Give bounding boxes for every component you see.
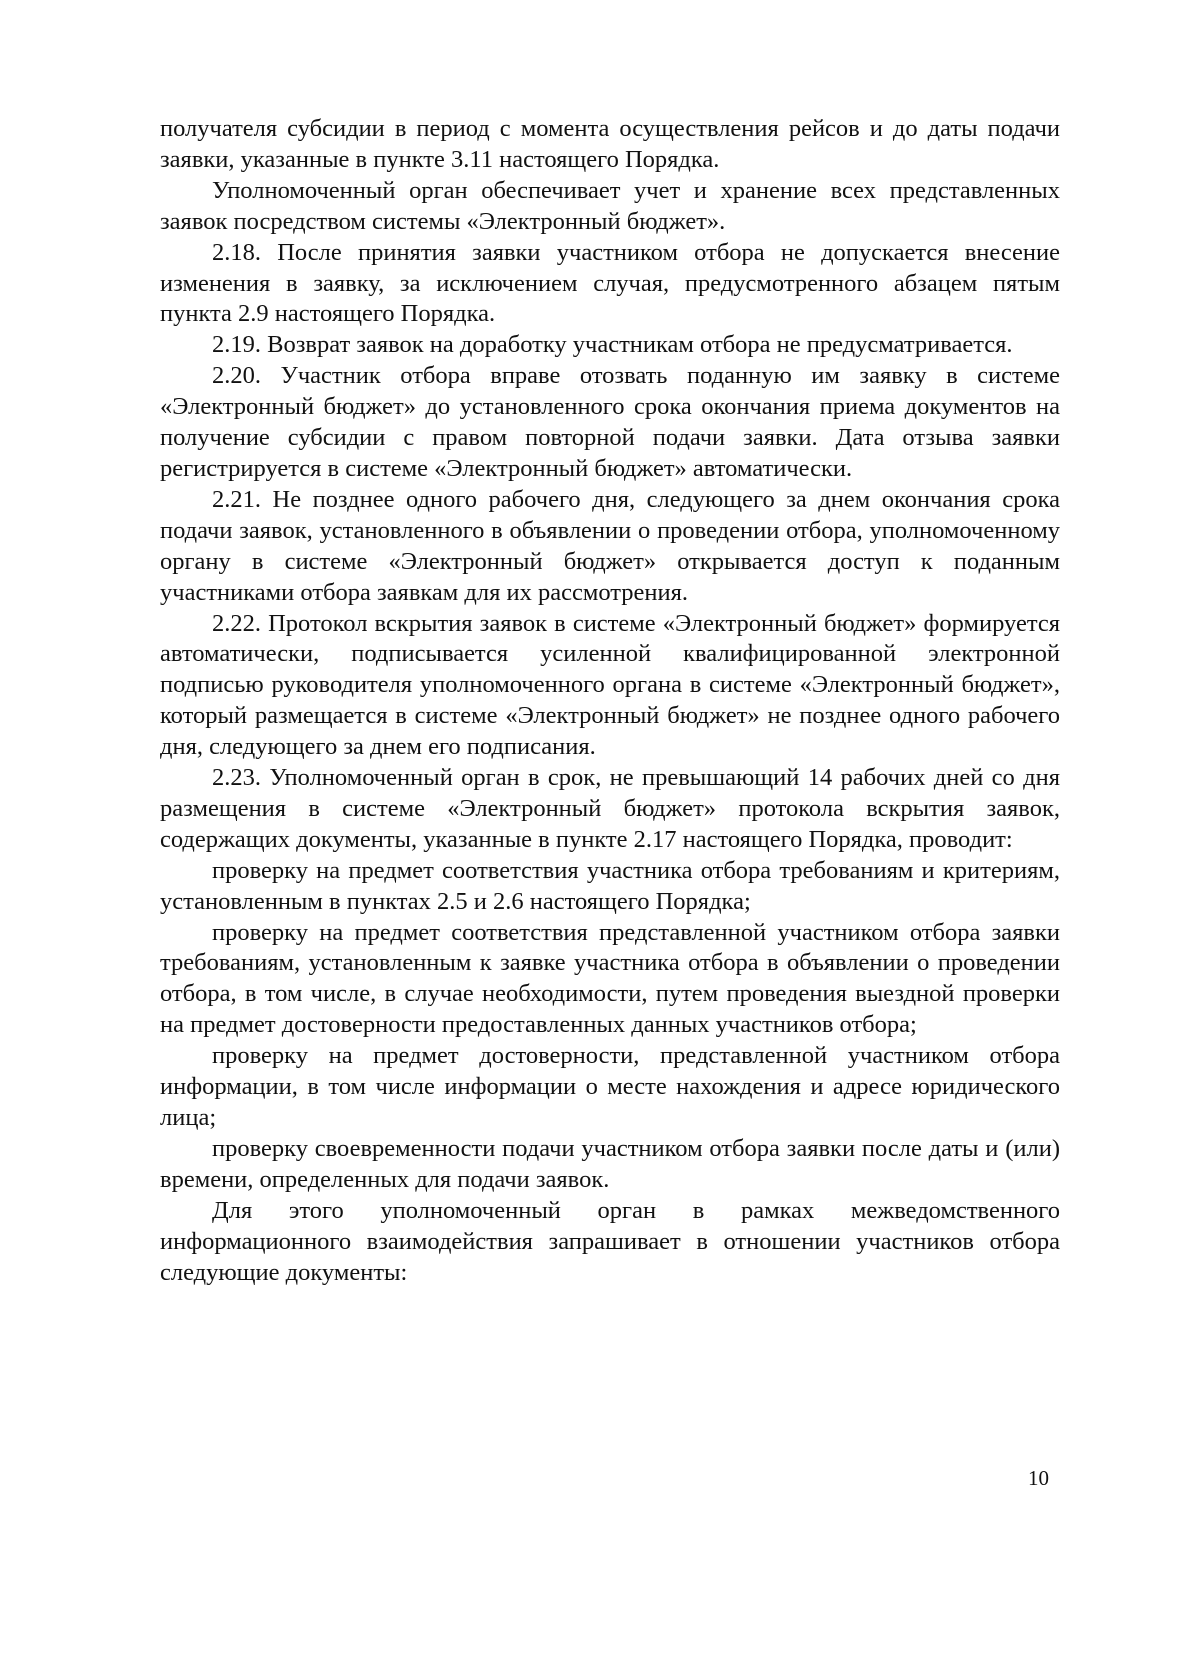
paragraph-check-criteria: проверку на предмет соответствия участника отбора требованиям и критериям, установленным в пунктах 2.5 и 2.6 настоящего Порядка; xyxy=(160,856,1060,915)
paragraph-2-23: 2.23. Уполномоченный орган в срок, не превышающий 14 рабочих дней со дня размещения в системе «Электронный бюджет» протокола вскрытия заявок, содержащих документы, указанные в пункте 2.17 настоящего Порядка, проводит: xyxy=(160,764,1060,853)
document-body xyxy=(160,114,1060,1288)
paragraph-2-22: 2.22. Протокол вскрытия заявок в системе «Электронный бюджет» формируется автоматически, подписывается усиленной квалифицированной электронной подписью руководителя уполномоченного органа в системе «Электронный бюджет», который размещается в системе «Электронный бюджет» не позднее одного рабочего дня, следующего за днем его подписания. xyxy=(160,609,1060,761)
paragraph-check-timeliness: проверку своевременности подачи участником отбора заявки после даты и (или) времени, определенных для подачи заявок. xyxy=(160,1134,1060,1193)
paragraph-storage: Уполномоченный орган обеспечивает учет и хранение всех представленных заявок посредством системы «Электронный бюджет». xyxy=(160,176,1060,235)
page-number: 10 xyxy=(1028,1466,1049,1490)
paragraph-2-20: 2.20. Участник отбора вправе отозвать поданную им заявку в системе «Электронный бюджет» до установленного срока окончания приема документов на получение субсидии с правом повторной подачи заявки. Дата отзыва заявки регистрируется в системе «Электронный бюджет» автоматически. xyxy=(160,362,1060,482)
paragraph-2-18: 2.18. После принятия заявки участником отбора не допускается внесение изменения в заявку, за исключением случая, предусмотренного абзацем пятым пункта 2.9 настоящего Порядка. xyxy=(160,238,1060,328)
paragraph-check-information: проверку на предмет достоверности, представленной участником отбора информации, в том числе информации о месте нахождения и адресе юридического лица; xyxy=(160,1042,1060,1131)
paragraph-check-application: проверку на предмет соответствия представленной участником отбора заявки требованиям, установленным к заявке участника отбора в объявлении о проведении отбора, в том числе, в случае необходимости, путем проведения выездной проверки на предмет достоверности предоставленных данных участников отбора; xyxy=(160,918,1060,1039)
paragraph-2-19: 2.19. Возврат заявок на доработку участникам отбора не предусматривается. xyxy=(212,331,1013,359)
paragraph-continuation: получателя субсидии в период с момента осуществления рейсов и до даты подачи заявки, указанные в пункте 3.11 настоящего Порядка. xyxy=(160,115,1060,173)
paragraph-interagency-request: Для этого уполномоченный орган в рамках межведомственного информационного взаимодействия запрашивает в отношении участников отбора следующие документы: xyxy=(160,1196,1060,1286)
paragraph-2-21: 2.21. Не позднее одного рабочего дня, следующего за днем окончания срока подачи заявок, установленного в объявлении о проведении отбора, уполномоченному органу в системе «Электронный бюджет» открывается доступ к поданным участниками отбора заявкам для их рассмотрения. xyxy=(160,485,1060,606)
